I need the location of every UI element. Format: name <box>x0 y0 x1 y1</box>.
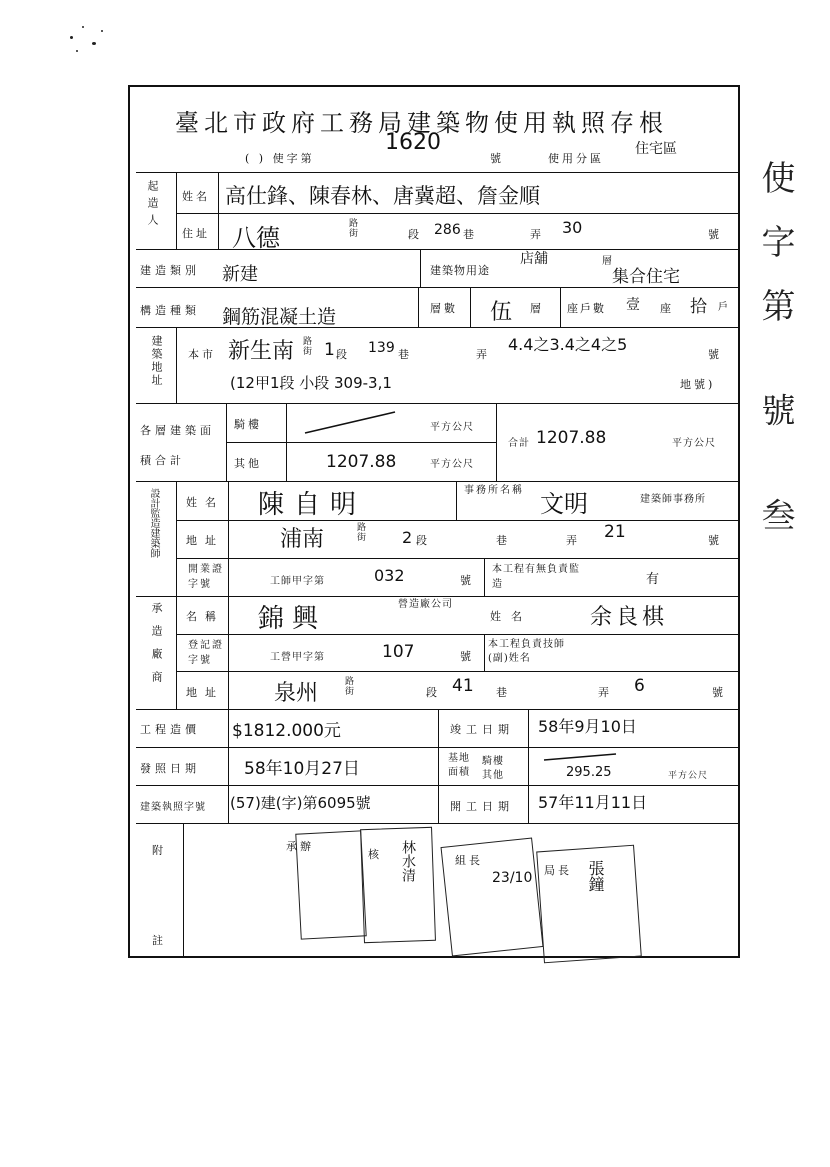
designer-address-label: 地址 <box>186 534 224 547</box>
designer-alley-unit: 弄 <box>566 534 580 547</box>
floors-value: 伍 <box>490 300 513 325</box>
contractor-person-value: 余良棋 <box>590 605 669 630</box>
designer-license-label: 開業證字號 <box>188 564 224 590</box>
stamp-section-name: 23/10 <box>492 870 533 886</box>
scan-noise <box>92 42 96 45</box>
contractor-alley-unit: 弄 <box>598 686 612 699</box>
stamp-section-label: 組長 <box>455 854 483 867</box>
designer-address-section: 2 <box>402 528 413 547</box>
construction-use-label: 建築物用途 <box>430 264 490 277</box>
owner-name-label: 姓名 <box>182 190 210 203</box>
permit-suffix: 號 <box>490 152 504 165</box>
owner-address-road: 八德 <box>232 224 280 252</box>
area-other-value: 1207.88 <box>326 452 397 472</box>
designer-supervisor-value: 有 <box>646 572 660 587</box>
use-zone-label: 使用分區 <box>548 152 604 165</box>
scan-noise <box>76 50 78 52</box>
contractor-engineer-label: 本工程負責技師(副)姓名 <box>488 639 565 664</box>
designer-office-suffix: 建築師事務所 <box>640 494 706 505</box>
building-permit-value: (57)建(字)第6095號 <box>230 794 371 812</box>
owner-number-unit: 號 <box>708 228 722 241</box>
area-section-label: 各層建築面積合計 <box>140 424 215 467</box>
owner-name-value: 高仕鋒、陳春林、唐冀超、詹金順 <box>225 184 540 208</box>
completion-value: 58年9月10日 <box>538 717 637 736</box>
site-lane: 139 <box>368 340 395 356</box>
area-other-unit: 平方公尺 <box>430 459 474 470</box>
scan-noise <box>70 36 73 39</box>
designer-section-unit: 段 <box>416 534 430 547</box>
owner-road-unit: 路街 <box>347 218 357 238</box>
contractor-person-label: 姓名 <box>490 610 532 623</box>
contractor-address-label: 地址 <box>186 686 224 699</box>
contractor-reg-prefix: 工營甲字第 <box>270 652 325 663</box>
cost-label: 工程造價 <box>140 723 200 736</box>
area-arcade-label: 騎樓 <box>234 418 262 431</box>
designer-office-label: 事務所名稱 <box>464 485 524 496</box>
base-area-unit: 平方公尺 <box>668 771 709 781</box>
households-seat: 壹 <box>626 297 640 313</box>
designer-license-prefix: 工師甲字第 <box>270 576 325 587</box>
contractor-reg-value: 107 <box>382 642 415 662</box>
contractor-address-number: 6 <box>634 676 645 696</box>
construction-type-value: 新建 <box>222 264 258 285</box>
stamp-director-label: 局長 <box>544 864 572 877</box>
designer-name-label: 姓名 <box>186 496 224 509</box>
designer-lane-unit: 巷 <box>496 534 510 547</box>
remarks-label-top: 附 <box>152 844 166 857</box>
margin-characters: 使字第 號 叁 <box>755 160 795 562</box>
households-unit: 戶 <box>718 302 729 313</box>
designer-address-road: 浦南 <box>280 527 325 552</box>
contractor-section-unit: 段 <box>426 686 440 699</box>
contractor-reg-label: 登記證字號 <box>188 640 224 666</box>
base-area-value: 295.25 <box>566 765 612 780</box>
households-label: 座戶數 <box>567 302 606 315</box>
stamp-director-name: 張鐘 <box>586 860 605 892</box>
contractor-name-value: 錦興 <box>258 604 327 634</box>
floors-unit: 層 <box>530 302 544 315</box>
building-permit-label: 建築執照字號 <box>140 802 206 813</box>
site-alley-unit: 弄 <box>476 348 490 361</box>
stamp-clerk-label: 承辦 <box>286 840 314 853</box>
scan-noise <box>82 26 84 28</box>
designer-office-value: 文明 <box>540 490 588 518</box>
construction-type-label: 建造類別 <box>140 264 200 277</box>
base-arcade-strike <box>540 748 620 764</box>
site-section-unit: 段 <box>336 348 350 361</box>
site-numbers: 4.4之3.4之4之5 <box>508 335 628 354</box>
designer-road-unit: 路街 <box>355 522 365 542</box>
area-total-label: 合計 <box>508 438 530 449</box>
site-number-unit: 號 <box>708 348 722 361</box>
contractor-address-road: 泉州 <box>274 681 319 706</box>
construction-floor-value: 集合住宅 <box>612 267 680 287</box>
area-total-unit: 平方公尺 <box>672 438 716 449</box>
contractor-road-unit: 路街 <box>343 676 353 696</box>
area-total-value: 1207.88 <box>536 428 607 448</box>
construction-use-value: 店舖 <box>520 251 548 267</box>
structure-value: 鋼筋混凝土造 <box>222 306 337 328</box>
area-other-label: 其他 <box>234 457 262 470</box>
site-road-unit: 路街 <box>301 336 311 356</box>
scan-noise <box>101 30 103 32</box>
stamp-review-name: 林水清 <box>400 840 416 882</box>
designer-number-unit: 號 <box>708 534 722 547</box>
area-arcade-unit: 平方公尺 <box>430 422 474 433</box>
designer-license-unit: 號 <box>460 574 474 587</box>
contractor-lane-unit: 巷 <box>496 686 510 699</box>
site-section-label: 建築地址 <box>150 335 163 387</box>
cost-value: $1812.000元 <box>232 721 341 741</box>
owner-section-label: 起造人 <box>146 180 159 231</box>
start-label: 開工日期 <box>450 800 514 813</box>
form-frame <box>128 85 740 958</box>
base-other-label: 其他 <box>482 770 504 781</box>
site-lot: (12甲1段 小段 309-3,1 <box>230 374 392 392</box>
floors-label: 層數 <box>430 302 458 315</box>
site-road: 新生南 <box>228 339 295 364</box>
site-section: 1 <box>324 340 335 360</box>
permit-prefix: ( ) 使字第 <box>245 152 315 165</box>
base-area-label: 基地面積 <box>448 753 470 778</box>
contractor-address-lane: 41 <box>452 676 474 696</box>
contractor-name-label: 名稱 <box>186 610 224 623</box>
owner-section-unit: 段 <box>408 228 422 241</box>
permit-number: 1620 <box>385 130 441 155</box>
site-city-prefix: 本市 <box>188 348 216 361</box>
designer-name-value: 陳自明 <box>258 490 367 520</box>
start-value: 57年11月11日 <box>538 793 648 812</box>
use-zone-value: 住宅區 <box>635 141 677 157</box>
owner-address-label: 住址 <box>182 227 210 240</box>
households-value: 拾 <box>690 297 707 317</box>
designer-supervisor-label: 本工程有無負責監造 <box>492 564 580 590</box>
contractor-company-label: 營造廠公司 <box>398 599 453 610</box>
contractor-number-unit: 號 <box>712 686 726 699</box>
completion-label: 竣工日期 <box>450 723 514 736</box>
issue-value: 58年10月27日 <box>244 759 360 779</box>
area-arcade-strike <box>300 408 400 438</box>
owner-alley-unit: 弄 <box>530 228 544 241</box>
construction-floor-unit: 層 <box>602 256 613 267</box>
owner-address-lane: 286 <box>434 222 461 238</box>
remarks-label-bottom: 註 <box>152 934 166 947</box>
site-lot-suffix: 地號) <box>680 378 716 391</box>
owner-address-number: 30 <box>562 218 583 237</box>
contractor-section-label: 承造廠商 <box>150 602 163 694</box>
document-title: 臺北市政府工務局建築物使用執照存根 <box>175 109 668 137</box>
issue-label: 發照日期 <box>140 762 200 775</box>
owner-lane-unit: 巷 <box>463 228 477 241</box>
designer-license-value: 032 <box>374 566 405 585</box>
stamp-review-label: 核 <box>368 848 382 861</box>
designer-section-label: 設計監造建築師 <box>148 488 159 558</box>
structure-label: 構造種類 <box>140 304 200 317</box>
site-lane-unit: 巷 <box>398 348 412 361</box>
contractor-reg-unit: 號 <box>460 650 474 663</box>
designer-address-number: 21 <box>604 522 626 542</box>
households-seat-unit: 座 <box>660 302 674 315</box>
base-arcade-label: 騎樓 <box>482 756 504 767</box>
